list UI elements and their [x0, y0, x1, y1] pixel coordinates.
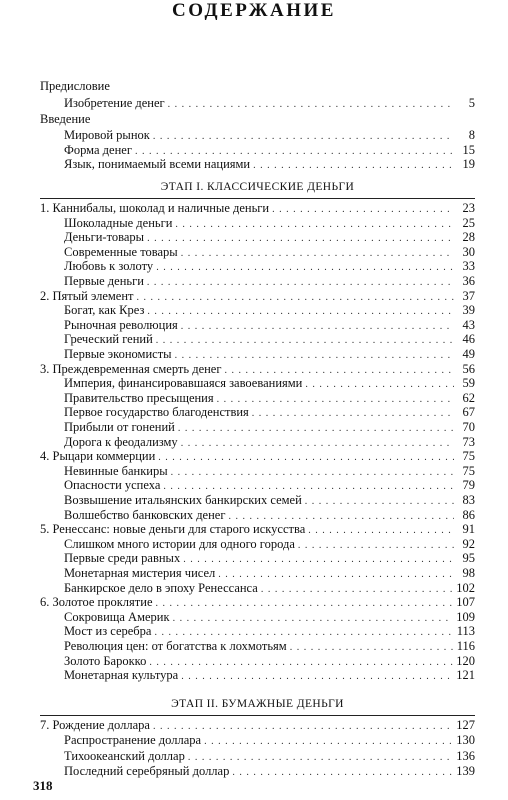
dot-leader — [188, 751, 453, 765]
stage-heading: ЭТАП II. БУМАЖНЫЕ ДЕНЬГИ — [171, 698, 344, 710]
section-entry-page: 83 — [462, 493, 475, 507]
chapter-entry-title: 6. Золотое проклятие — [40, 595, 153, 610]
toc-entry-page: 8 — [468, 128, 475, 142]
section-entry-page: 70 — [462, 420, 475, 434]
section-entry-page: 121 — [456, 668, 475, 683]
section-entry-page: 36 — [462, 274, 475, 288]
section-entry-title: Волшебство банковских денег — [64, 507, 226, 522]
section-entry-page: 109 — [456, 609, 475, 624]
section-entry — [64, 318, 475, 332]
section-entry-title: Банкирское дело в эпоху Ренессанса — [64, 580, 258, 595]
section-entry — [64, 391, 475, 405]
section-entry — [64, 274, 475, 288]
section-heading-preface: Предисловие — [40, 79, 110, 93]
section-entry — [64, 478, 475, 492]
section-entry-page: 25 — [462, 215, 475, 230]
dot-leader — [232, 766, 453, 780]
section-entry-page: 136 — [456, 748, 475, 763]
chapter-entry — [40, 522, 475, 536]
section-entry-title: Монетарная культура — [64, 668, 179, 683]
section-entry-page: 102 — [456, 580, 475, 595]
section-entry — [64, 508, 475, 522]
section-entry-title: Мост из серебра — [64, 624, 152, 639]
section-entry-title: Тихоокеанский доллар — [64, 748, 185, 763]
divider — [40, 198, 475, 199]
section-entry-title: Возвышение итальянских банкирских семей — [64, 493, 302, 507]
chapter-entry — [40, 201, 475, 215]
section-entry — [64, 376, 475, 390]
toc-entry — [64, 128, 475, 142]
toc-entry — [64, 157, 475, 171]
chapter-entry-title: 2. Пятый элемент — [40, 288, 134, 303]
section-entry-title: Прибыли от гонений — [64, 420, 175, 434]
chapter-entry-page: 107 — [456, 595, 475, 610]
section-entry-page: 139 — [456, 763, 475, 778]
section-entry — [64, 566, 475, 580]
toc-entry-page: 19 — [462, 157, 475, 171]
section-entry — [64, 733, 475, 747]
toc-entry-title: Мировой рынок — [64, 128, 150, 142]
toc-entry-title: Изобретение денег — [64, 96, 165, 110]
section-entry-page: 43 — [462, 317, 475, 332]
section-entry-page: 49 — [462, 347, 475, 361]
section-entry — [64, 347, 475, 361]
divider — [40, 715, 475, 716]
section-entry-title: Сокровища Америк — [64, 609, 170, 624]
section-entry-title: Дорога к феодализму — [64, 434, 178, 449]
chapter-entry-page: 56 — [462, 361, 475, 376]
section-entry-title: Революция цен: от богатства к лохмотьям — [64, 639, 287, 653]
section-entry — [64, 610, 475, 624]
section-entry-page: 33 — [462, 259, 475, 274]
section-entry-page: 130 — [456, 733, 475, 748]
section-entry — [64, 493, 475, 507]
section-entry-title: Первые среди равных — [64, 551, 181, 566]
section-entry — [64, 405, 475, 419]
section-entry-title: Шоколадные деньги — [64, 215, 173, 230]
section-entry-title: Первые экономисты — [64, 347, 172, 361]
toc-entry-page: 5 — [468, 96, 475, 110]
section-entry — [64, 245, 475, 259]
section-entry-title: Любовь к золоту — [64, 259, 154, 274]
section-entry-title: Первые деньги — [64, 274, 144, 288]
chapter-entry-page: 37 — [462, 288, 475, 303]
chapter-entry — [40, 595, 475, 609]
section-entry-title: Империя, финансировавшаяся завоеваниями — [64, 376, 303, 391]
section-entry-title: Монетарная мистерия чисел — [64, 566, 216, 580]
chapter-entry-title: 3. Преждевременная смерть денег — [40, 361, 222, 376]
section-entry-page: 120 — [456, 653, 475, 668]
section-entry-title: Правительство пресыщения — [64, 390, 214, 405]
chapter-entry — [40, 362, 475, 376]
stage-heading: ЭТАП I. КЛАССИЧЕСКИЕ ДЕНЬГИ — [160, 181, 355, 193]
dot-leader — [181, 670, 453, 684]
section-entry-title: Деньги-товары — [64, 230, 145, 245]
section-entry-title: Последний серебряный доллар — [64, 763, 230, 778]
toc-entry — [64, 96, 475, 110]
section-entry-title: Рыночная революция — [64, 317, 178, 332]
chapter-entry-title: 5. Ренессанс: новые деньги для старого искусства — [40, 522, 306, 537]
toc-entry-title: Язык, понимаемый всеми нациями — [64, 157, 251, 171]
section-entry — [64, 639, 475, 653]
section-entry — [64, 435, 475, 449]
section-entry-title: Золото Барокко — [64, 653, 147, 668]
chapter-entry — [40, 289, 475, 303]
toc-entry-title: Форма денег — [64, 143, 132, 157]
chapter-entry-page: 91 — [462, 522, 475, 537]
section-entry — [64, 259, 475, 273]
section-entry — [64, 764, 475, 778]
section-entry-page: 59 — [462, 376, 475, 391]
chapter-entry-title: 4. Рыцари коммерции — [40, 449, 156, 464]
section-heading-intro: Введение — [40, 112, 91, 126]
dot-leader — [153, 720, 453, 734]
section-entry — [64, 581, 475, 595]
section-entry-page: 98 — [462, 566, 475, 580]
chapter-entry — [40, 449, 475, 463]
section-entry — [64, 654, 475, 668]
section-entry — [64, 230, 475, 244]
section-entry — [64, 464, 475, 478]
section-entry-page: 86 — [462, 507, 475, 522]
section-entry — [64, 216, 475, 230]
section-entry — [64, 551, 475, 565]
chapter-entry — [40, 718, 475, 732]
chapter-entry-page: 23 — [462, 201, 475, 215]
toc-entry — [64, 143, 475, 157]
dot-leader — [204, 735, 453, 749]
section-entry-title: Богат, как Крез — [64, 303, 145, 318]
section-entry-page: 39 — [462, 303, 475, 318]
section-entry-title: Первое государство благоденствия — [64, 405, 249, 420]
section-entry — [64, 303, 475, 317]
page-title: СОДЕРЖАНИЕ — [172, 0, 336, 21]
section-entry-page: 116 — [456, 639, 475, 653]
section-entry-page: 67 — [462, 405, 475, 420]
section-entry-page: 79 — [462, 478, 475, 493]
section-entry-title: Греческий гений — [64, 332, 153, 347]
section-entry-page: 30 — [462, 244, 475, 259]
chapter-entry-title: 7. Рождение доллара — [40, 718, 150, 732]
section-entry-page: 95 — [462, 551, 475, 566]
section-entry-title: Распространение доллара — [64, 733, 202, 748]
section-entry-page: 28 — [462, 230, 475, 245]
section-entry — [64, 749, 475, 763]
section-entry-title: Опасности успеха — [64, 478, 161, 493]
chapter-entry-page: 127 — [456, 718, 475, 732]
section-entry-page: 92 — [462, 536, 475, 551]
chapter-entry-title: 1. Каннибалы, шоколад и наличные деньги — [40, 201, 270, 215]
section-entry-page: 73 — [462, 434, 475, 449]
section-entry-page: 62 — [462, 390, 475, 405]
section-entry — [64, 332, 475, 346]
section-entry-page: 75 — [462, 463, 475, 478]
section-entry — [64, 420, 475, 434]
section-entry-title: Современные товары — [64, 244, 178, 259]
toc-entry-page: 15 — [462, 143, 475, 157]
section-entry-page: 113 — [456, 624, 475, 639]
section-entry-title: Невинные банкиры — [64, 463, 168, 478]
section-entry — [64, 668, 475, 682]
section-entry-title: Слишком много истории для одного города — [64, 536, 295, 551]
section-entry — [64, 624, 475, 638]
section-entry-page: 46 — [462, 332, 475, 347]
chapter-entry-page: 75 — [462, 449, 475, 464]
page-number: 318 — [33, 778, 53, 793]
section-entry — [64, 537, 475, 551]
